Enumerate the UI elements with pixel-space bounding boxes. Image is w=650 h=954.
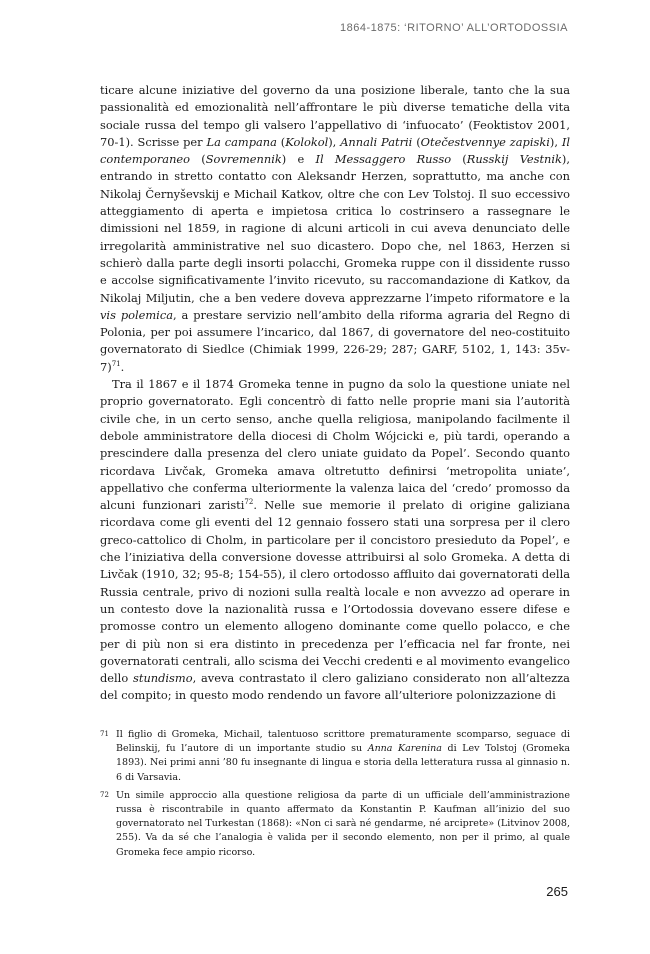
text-run: ( [190,152,206,167]
footnote-text [116,728,570,785]
page-number: 265 [546,884,568,899]
italic-title: Anna Karenina [367,743,442,755]
text-run: Il figlio di Gromeka, Michail, talentuoso scrittore prematuramente scomparso, seguace di Belinskij, fu l’autore di un importante studio su [116,729,570,755]
italic-title: La campana [206,134,277,149]
italic-title: Sovremennik [205,152,282,167]
italic-title: Il Messaggero Russo [315,152,452,167]
footnote-number: 72 [100,790,109,799]
text-run: . Nelle sue memorie il prelato di origine galiziana ricordava come gli eventi del 12 gennaio fossero stati una sorpresa per il clero greco-cattolico di Cholm, in particolare per il concistoro presieduto da Popel’, e che l’iniziativa della conversione dovesse attribuirsi al solo Gromeka. A detta di Livčak (1910, 32; 95-8; 154-55), il clero ortodosso affluito dai governatorati della Russia centrale, privo di nozioni sulla realtà locale e non avvezzo ad operare in un contesto dove la nazionalità russa e l’Ortodossia dovevano essere difese e promosse contro un elemento allogeno dominante come quello polacco, e che per di più non si era distinto in precedenza per l’efficacia nel far fronte, nei governatorati centrali, allo scisma dei Vecchi credenti e al movimento evangelico dello [100,498,570,686]
italic-title: Kolokol [285,134,329,149]
text-run: ), entrando in stretto contatto con Aleksandr Herzen, soprattutto, ma anche con Nikolaj Černyševskij e Michail Katkov, oltre che con Lev Tolstoj. Il suo eccessivo atteggiamento di aperta e impietosa critica lo costrinsero a rassegnare le dimissioni nel 1859, in ragione di alcuni articoli in cui aveva denunciato delle irregolarità amministrative nel suo dicastero. Dopo che, nel 1863, Herzen si schierò dalla parte degli insorti polacchi, Gromeka ruppe con il dissidente russo e accolse significativamente l’invito ricevuto, su raccomandazione di Katkov, da Nikolaj Miljutin, che a ben vedere doveva apprezzarne l’impeto riformatore e la [100,152,570,305]
text-run: . [120,359,125,374]
running-head: 1864-1875: ‘RITORNO’ ALL’ORTODOSSIA [339,22,568,34]
text-run: ( [276,134,286,149]
text-run: ), [328,134,341,149]
paragraph-2 [100,376,570,705]
italic-term: vis polemica [100,307,173,322]
italic-term: stundismo [133,671,193,686]
footnote-ref-71[interactable]: 71 [111,359,121,368]
italic-title: Annali Patrii [340,134,413,149]
italic-title: Russkij Vestnik [466,152,562,167]
text-run: di Lev Tolstoj (Gromeka 1893). Nei primi anni ’80 fu insegnante di lingua e storia della letteratura russa al ginnasio n. 6 di Varsavia. [116,743,570,783]
italic-title: Otečestvennye zapiski [420,134,550,149]
text-run: , a prestare servizio nell’ambito della riforma agraria del Regno di Polonia, per poi assumere l’incarico, dal 1867, di governatore del neo-costituito governatorato di Siedlce (Chimiak 1999, 226-29; 287; GARF, 5102, 1, 143: 35v-7) [100,307,570,374]
text-run: ( [412,134,421,149]
text-run: ) e [281,152,316,167]
paragraph-1 [100,82,570,376]
text-run: ticare alcune iniziative del governo da una posizione liberale, tanto che la sua passionalità ed emozionalità nell’affrontare le più diverse tematiche della vita sociale russa del tempo gli valsero l’appellativo di ‘infuocato’ (Feoktistov 2001, 70-1). Scrisse per [100,83,570,149]
text-run: ( [451,152,467,167]
main-text [100,82,570,705]
text-run: Tra il 1867 e il 1874 Gromeka tenne in pugno da solo la questione uniate nel proprio governatorato. Egli concentrò di fatto nelle proprie mani sia l’autorità civile che, in un certo senso, anche quella religiosa, manipolando facilmente il debole amministratore della diocesi di Cholm Wójcicki e, più tardi, operando a prescindere dalla presenza del clero uniate guidato da Popel’. Secondo quanto ricordava Livčak, Gromeka amava oltretutto definirsi ‘metropolita uniate’, appellativo che conferma ulteriormente la valenza laica del ‘credo’ promosso da alcuni funzionari zaristi [100,377,570,513]
footnote-72 [100,789,570,860]
footnote-ref-72[interactable]: 72 [244,498,254,507]
footnotes [100,728,570,864]
footnote-71 [100,728,570,785]
text-run: , aveva contrastato il clero galiziano considerato non all’altezza del compito; in questo modo rendendo un favore all’ulteriore polonizzazione di [100,671,570,703]
italic-title: Il contemporaneo [100,134,570,167]
footnote-text: Un simile approccio alla questione religiosa da parte di un ufficiale dell’amministrazione russa è riscontrabile in quanto affermato da Konstantin P. Kaufman all’inizio del suo governatorato nel Turkestan (1868): «Non ci sarà né gendarme, né arciprete» (Litvinov 2008, 255). Va da sé che l’analogia è valida per il secondo elemento, non per il primo, al quale Gromeka fece ampio ricorso. [116,789,570,858]
text-run: ), [549,134,562,149]
footnote-number: 71 [100,730,109,738]
